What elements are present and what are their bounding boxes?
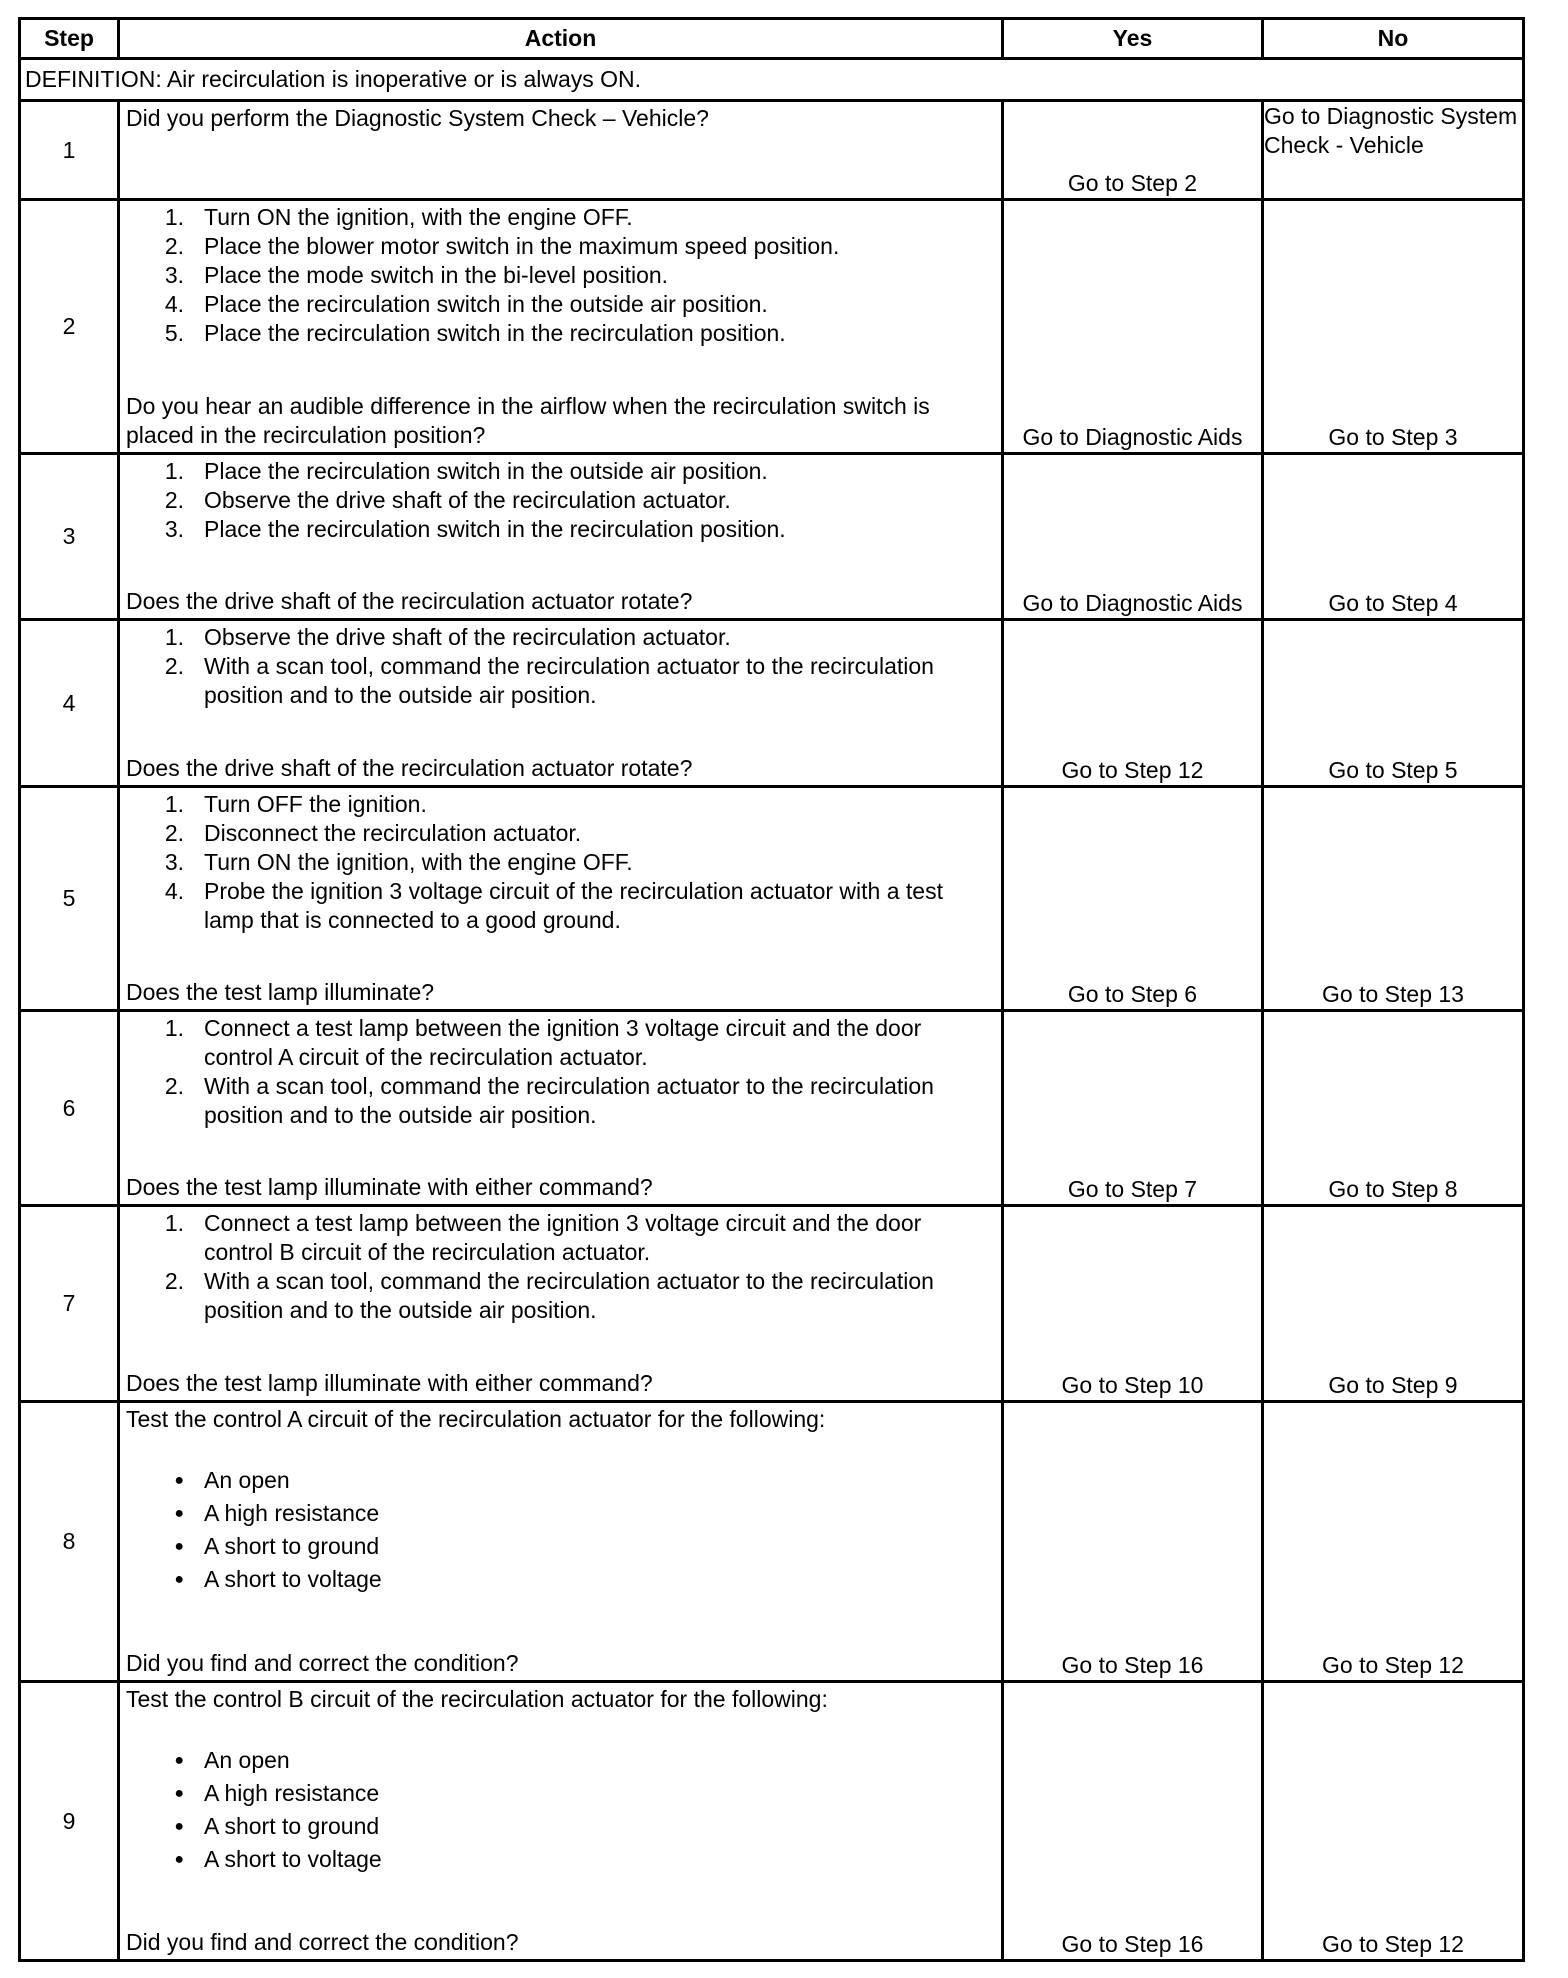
table-row bbox=[20, 101, 1524, 200]
table-row bbox=[20, 1682, 1524, 1961]
action-cell bbox=[119, 1402, 1003, 1682]
list-item: 1. Turn ON the ignition, with the engine OFF. bbox=[164, 204, 633, 230]
yes-cell: Go to Diagnostic Aids bbox=[1003, 454, 1263, 620]
question: Does the drive shaft of the recirculation actuator rotate? bbox=[126, 755, 693, 781]
list-item: ● An open bbox=[174, 1747, 290, 1773]
definition-row bbox=[20, 59, 1524, 101]
question: Does the drive shaft of the recirculation actuator rotate? bbox=[126, 588, 693, 614]
list-item: 3. Place the recirculation switch in the recirculation position. bbox=[164, 516, 786, 542]
no-cell: Go to Step 5 bbox=[1263, 620, 1524, 787]
action-cell bbox=[119, 1206, 1003, 1402]
list-item: 1. Connect a test lamp between the ignition 3 voltage circuit and the door control B circuit of the recirculation actuator. bbox=[164, 1210, 922, 1265]
list-item: 2. Place the blower motor switch in the maximum speed position. bbox=[164, 233, 840, 259]
list-item: ● A short to voltage bbox=[174, 1846, 382, 1872]
question: Does the test lamp illuminate with either command? bbox=[126, 1174, 653, 1200]
no-cell: Go to Step 12 bbox=[1263, 1402, 1524, 1682]
step-number: 7 bbox=[20, 1206, 119, 1402]
yes-cell: Go to Step 6 bbox=[1003, 787, 1263, 1011]
step-number: 9 bbox=[20, 1682, 119, 1961]
intro-text: Test the control A circuit of the recirculation actuator for the following: bbox=[126, 1406, 826, 1432]
table-row bbox=[20, 787, 1524, 1011]
list-item: 1. Observe the drive shaft of the recirculation actuator. bbox=[164, 624, 731, 650]
list-item: ● A high resistance bbox=[174, 1780, 380, 1806]
list-item: 3. Turn ON the ignition, with the engine OFF. bbox=[164, 849, 633, 875]
no-cell: Go to Step 12 bbox=[1263, 1682, 1524, 1961]
yes-cell: Go to Step 16 bbox=[1003, 1682, 1263, 1961]
header-action: Action bbox=[119, 19, 1003, 59]
table-row bbox=[20, 454, 1524, 620]
yes-cell: Go to Step 10 bbox=[1003, 1206, 1263, 1402]
list-item: 2. Disconnect the recirculation actuator. bbox=[164, 820, 582, 846]
table-row bbox=[20, 1402, 1524, 1682]
table-row bbox=[20, 200, 1524, 454]
question: Did you find and correct the condition? bbox=[126, 1929, 519, 1955]
action-cell bbox=[119, 620, 1003, 787]
no-cell: Go to Step 13 bbox=[1263, 787, 1524, 1011]
definition-text: DEFINITION: Air recirculation is inoperative or is always ON. bbox=[20, 59, 1524, 101]
yes-cell: Go to Step 7 bbox=[1003, 1011, 1263, 1206]
list-item: 3. Place the mode switch in the bi-level position. bbox=[164, 262, 669, 288]
yes-cell: Go to Diagnostic Aids bbox=[1003, 200, 1263, 454]
header-row bbox=[20, 19, 1524, 59]
step-number: 8 bbox=[20, 1402, 119, 1682]
no-cell: Go to Step 9 bbox=[1263, 1206, 1524, 1402]
action-cell bbox=[119, 787, 1003, 1011]
step-number: 6 bbox=[20, 1011, 119, 1206]
action-cell bbox=[119, 454, 1003, 620]
diagnostic-table bbox=[18, 17, 1525, 1962]
no-cell: Go to Step 8 bbox=[1263, 1011, 1524, 1206]
intro-text: Test the control B circuit of the recirculation actuator for the following: bbox=[126, 1686, 828, 1712]
instruction-list bbox=[126, 203, 995, 348]
step-number: 1 bbox=[20, 101, 119, 200]
question: Did you perform the Diagnostic System Check – Vehicle? bbox=[126, 105, 709, 131]
list-item: 4. Place the recirculation switch in the outside air position. bbox=[164, 291, 768, 317]
bullet-list bbox=[126, 1464, 995, 1596]
list-item: 1. Place the recirculation switch in the outside air position. bbox=[164, 458, 768, 484]
list-item: 2. With a scan tool, command the recirculation actuator to the recirculation position and to the outside air position. bbox=[164, 653, 934, 708]
list-item: 5. Place the recirculation switch in the recirculation position. bbox=[164, 320, 786, 346]
list-item: 2. With a scan tool, command the recirculation actuator to the recirculation position and to the outside air position. bbox=[164, 1268, 934, 1323]
question: Did you find and correct the condition? bbox=[126, 1650, 519, 1676]
action-cell bbox=[119, 101, 1003, 200]
action-cell bbox=[119, 200, 1003, 454]
action-cell bbox=[119, 1011, 1003, 1206]
no-cell: Go to Step 4 bbox=[1263, 454, 1524, 620]
step-number: 3 bbox=[20, 454, 119, 620]
list-item: ● A short to ground bbox=[174, 1533, 380, 1559]
no-cell: Go to Diagnostic System Check - Vehicle bbox=[1263, 101, 1524, 200]
table-row bbox=[20, 1206, 1524, 1402]
question: Does the test lamp illuminate? bbox=[126, 979, 435, 1005]
list-item: 1. Turn OFF the ignition. bbox=[164, 791, 427, 817]
list-item: 1. Connect a test lamp between the ignition 3 voltage circuit and the door control A circuit of the recirculation actuator. bbox=[164, 1015, 922, 1070]
yes-cell: Go to Step 16 bbox=[1003, 1402, 1263, 1682]
list-item: ● An open bbox=[174, 1467, 290, 1493]
yes-cell: Go to Step 2 bbox=[1003, 101, 1263, 200]
list-item: 4. Probe the ignition 3 voltage circuit of the recirculation actuator with a test lamp that is connected to a good ground. bbox=[164, 878, 943, 933]
list-item: ● A high resistance bbox=[174, 1500, 380, 1526]
step-number: 4 bbox=[20, 620, 119, 787]
table-row bbox=[20, 620, 1524, 787]
yes-cell: Go to Step 12 bbox=[1003, 620, 1263, 787]
step-number: 5 bbox=[20, 787, 119, 1011]
list-item: 2. With a scan tool, command the recirculation actuator to the recirculation position and to the outside air position. bbox=[164, 1073, 934, 1128]
question: Does the test lamp illuminate with either command? bbox=[126, 1370, 653, 1396]
step-number: 2 bbox=[20, 200, 119, 454]
instruction-list bbox=[126, 457, 995, 544]
header-step: Step bbox=[20, 19, 119, 59]
table-row bbox=[20, 1011, 1524, 1206]
no-cell: Go to Step 3 bbox=[1263, 200, 1524, 454]
instruction-list bbox=[126, 790, 995, 935]
list-item: 2. Observe the drive shaft of the recirculation actuator. bbox=[164, 487, 731, 513]
instruction-list bbox=[126, 623, 995, 710]
list-item: ● A short to voltage bbox=[174, 1566, 382, 1592]
list-item: ● A short to ground bbox=[174, 1813, 380, 1839]
header-yes: Yes bbox=[1003, 19, 1263, 59]
question: Do you hear an audible difference in the airflow when the recirculation switch is placed in the recirculation position? bbox=[126, 393, 930, 448]
header-no: No bbox=[1263, 19, 1524, 59]
action-cell bbox=[119, 1682, 1003, 1961]
instruction-list bbox=[126, 1209, 995, 1325]
bullet-list bbox=[126, 1744, 995, 1876]
instruction-list bbox=[126, 1014, 995, 1130]
